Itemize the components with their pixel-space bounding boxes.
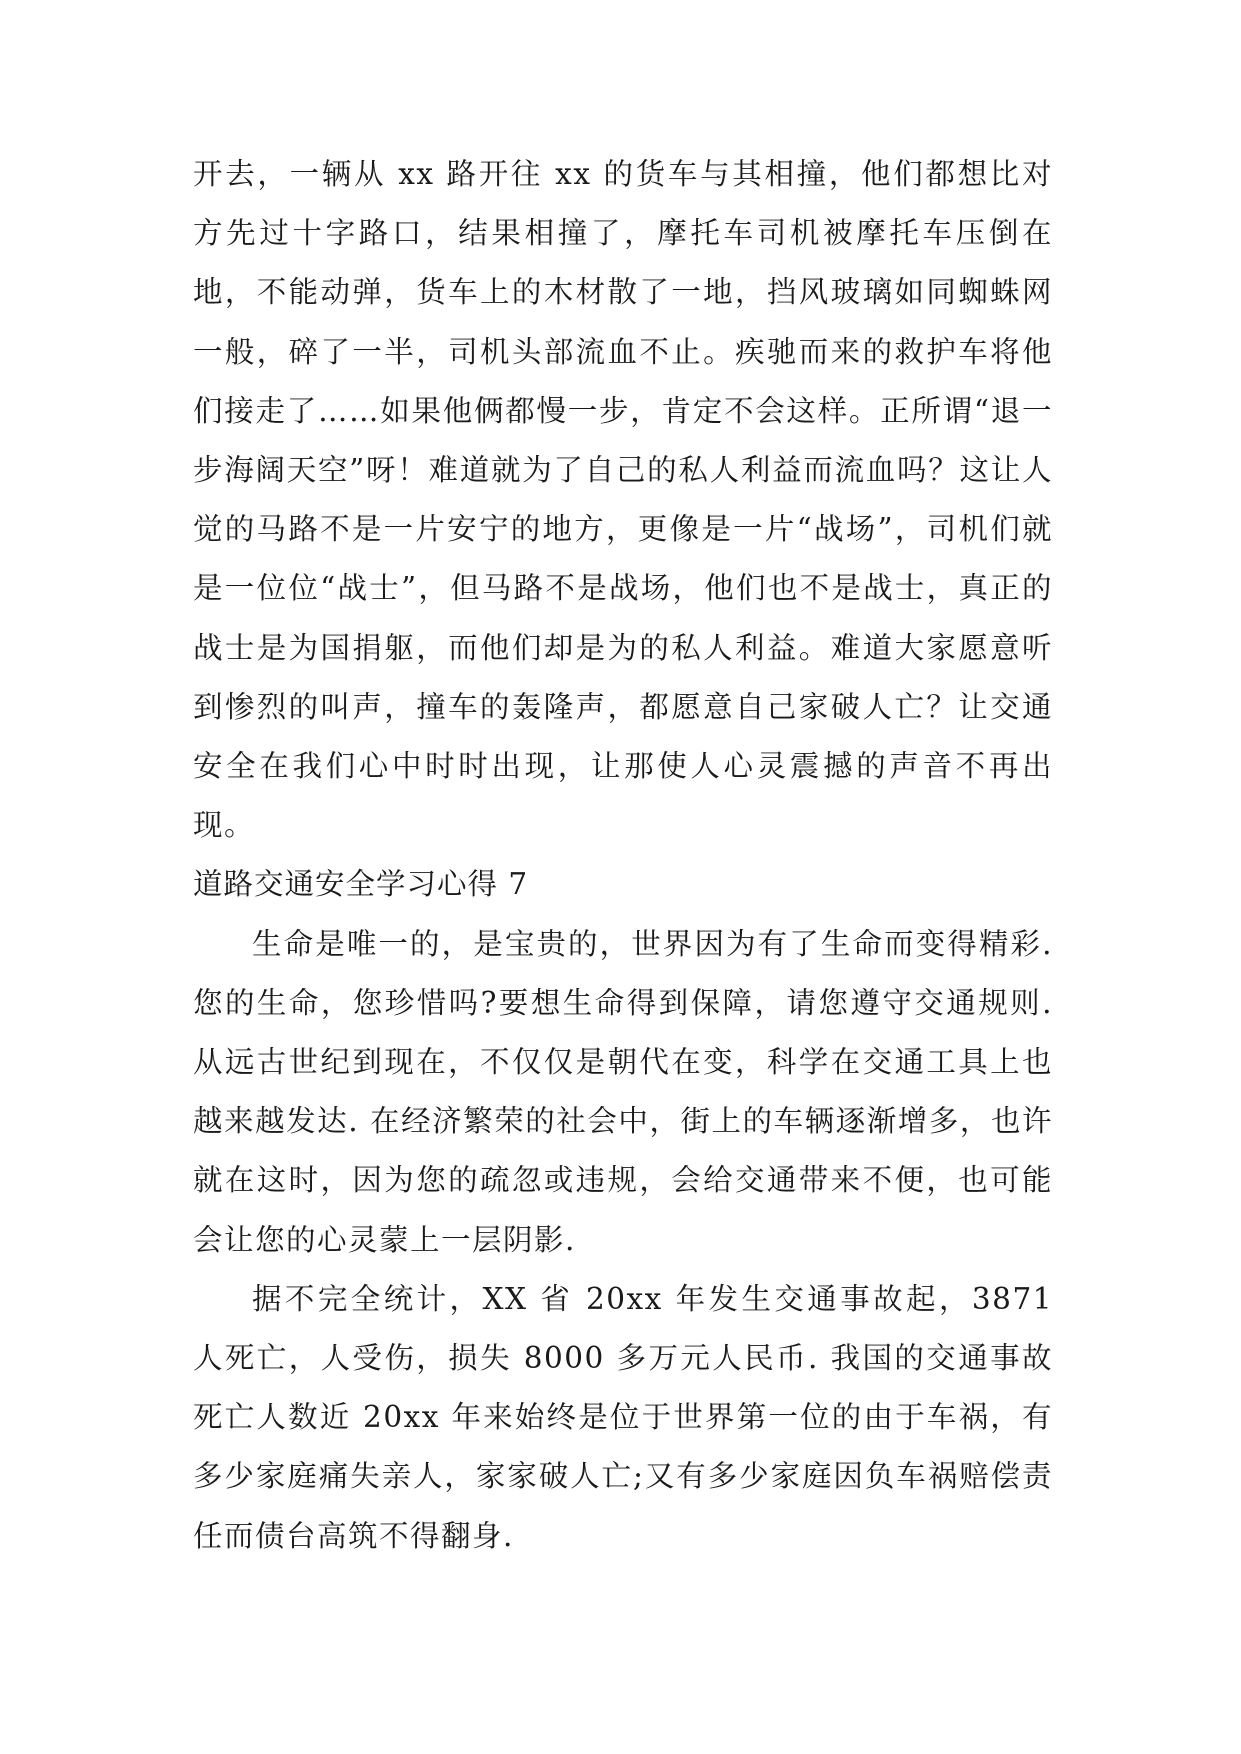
- body-paragraph-2: 据不完全统计，XX 省 20xx 年发生交通事故起，3871 人死亡，人受伤，损失 8000 多万元人民币. 我国的交通事故死亡人数近 20xx 年来始终是位于世界第一位的由于车祸，有多少家庭痛失亲人，家家破人亡;又有多少家庭因负车祸赔偿责任而债台高筑不得翻身.: [193, 1281, 1053, 1553]
- section-heading: 道路交通安全学习心得 7: [193, 867, 529, 902]
- body-paragraph-1: 生命是唯一的，是宝贵的，世界因为有了生命而变得精彩. 您的生命，您珍惜吗?要想生命得到保障，请您遵守交通规则. 从远古世纪到现在，不仅仅是朝代在变，科学在交通工具上也越来越发达. 在经济繁荣的社会中，街上的车辆逐渐增多，也许就在这时，因为您的疏忽或违规，会给交通带来不便，也可能会让您的心灵蒙上一层阴影.: [193, 926, 1053, 1257]
- document-body: [193, 145, 1053, 1566]
- continued-paragraph: 开去，一辆从 xx 路开往 xx 的货车与其相撞，他们都想比对方先过十字路口，结果相撞了，摩托车司机被摩托车压倒在地，不能动弹，货车上的木材散了一地，挡风玻璃如同蜘蛛网一般，碎了一半，司机头部流血不止。疾驰而来的救护车将他们接走了……如果他俩都慢一步，肯定不会这样。正所谓“退一步海阔天空”呀！难道就为了自己的私人利益而流血吗？这让人觉的马路不是一片安宁的地方，更像是一片“战场”，司机们就是一位位“战士”，但马路不是战场，他们也不是战士，真正的战士是为国捐躯，而他们却是为的私人利益。难道大家愿意听到惨烈的叫声，撞车的轰隆声，都愿意自己家破人亡？让交通安全在我们心中时时出现，让那使人心灵震撼的声音不再出现。: [193, 157, 1053, 843]
